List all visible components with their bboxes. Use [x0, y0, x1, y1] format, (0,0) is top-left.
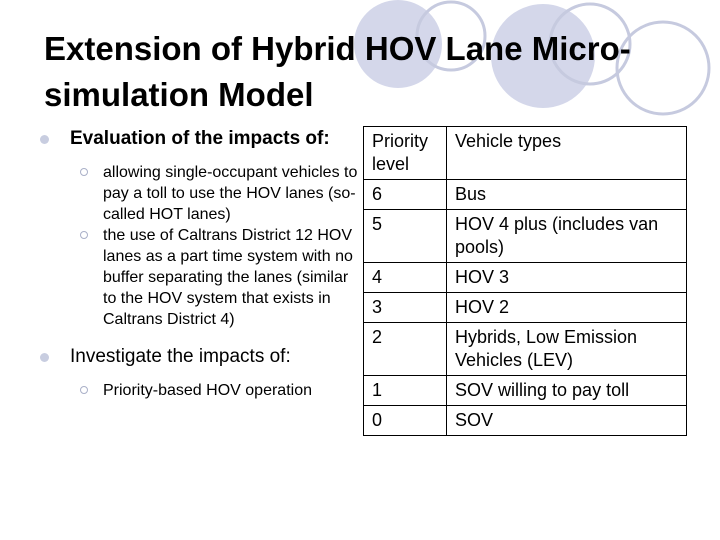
- priority-cell: 2: [364, 323, 447, 376]
- vehicle-cell: SOV willing to pay toll: [447, 376, 687, 406]
- table-row: [364, 376, 687, 406]
- table-header-row: [364, 127, 687, 180]
- vehicle-cell: Bus: [447, 180, 687, 210]
- table-row: [364, 406, 687, 436]
- bullet-list: [40, 126, 365, 401]
- table-row: [364, 210, 687, 263]
- sub-bullet-item: [40, 380, 365, 401]
- ring-bullet-icon: [80, 231, 88, 239]
- table-row: [364, 293, 687, 323]
- priority-table: [363, 126, 687, 436]
- priority-cell: 3: [364, 293, 447, 323]
- ring-bullet-icon: [80, 168, 88, 176]
- vehicle-cell: Hybrids, Low Emission Vehicles (LEV): [447, 323, 687, 376]
- slide-title: Extension of Hybrid HOV Lane Micro-simulation Model: [44, 30, 631, 113]
- ring-bullet-icon: [80, 386, 88, 394]
- bullet-item: [40, 344, 365, 370]
- table-row: [364, 263, 687, 293]
- vehicle-cell: SOV: [447, 406, 687, 436]
- priority-cell: 1: [364, 376, 447, 406]
- header-priority-level: Priority level: [364, 127, 447, 180]
- vehicle-cell: HOV 4 plus (includes van pools): [447, 210, 687, 263]
- sub-bullet-text: Priority-based HOV operation: [103, 382, 312, 399]
- table-row: [364, 180, 687, 210]
- sub-bullet-item: [40, 162, 365, 225]
- bullet-text: Investigate the impacts of:: [70, 346, 291, 367]
- bullet-dot-icon: [40, 135, 49, 144]
- bullet-dot-icon: [40, 353, 49, 362]
- priority-cell: 4: [364, 263, 447, 293]
- sub-bullet-item: [40, 225, 365, 330]
- bullet-text: Evaluation of the impacts of:: [70, 128, 330, 149]
- vehicle-cell: HOV 3: [447, 263, 687, 293]
- sub-bullet-text: the use of Caltrans District 12 HOV lanes as a part time system with no buffer separating the lanes (similar to the HOV system that exists in Caltrans District 4): [103, 227, 353, 328]
- table-row: [364, 323, 687, 376]
- vehicle-cell: HOV 2: [447, 293, 687, 323]
- priority-cell: 5: [364, 210, 447, 263]
- bullet-item: [40, 126, 365, 152]
- header-vehicle-types: Vehicle types: [447, 127, 687, 180]
- sub-bullet-text: allowing single-occupant vehicles to pay a toll to use the HOV lanes (so-called HOT lanes): [103, 164, 358, 223]
- priority-cell: 6: [364, 180, 447, 210]
- priority-cell: 0: [364, 406, 447, 436]
